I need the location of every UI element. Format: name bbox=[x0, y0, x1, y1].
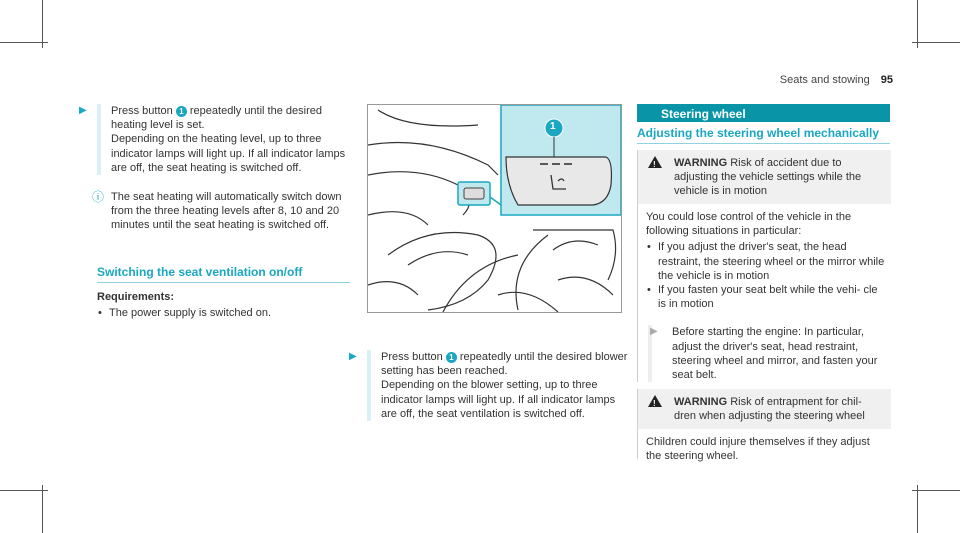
list-item: • If you adjust the driver's seat, the head restraint, the steering wheel or the mirror while the vehicle is in motion bbox=[646, 240, 885, 283]
play-arrow-icon: ▶ bbox=[349, 351, 357, 362]
warning-icon: ! bbox=[648, 395, 662, 407]
crop-mark bbox=[42, 485, 43, 533]
subtitle-adjust-steering: Adjusting the steering wheel mechanically bbox=[637, 126, 890, 144]
crop-mark bbox=[917, 0, 918, 48]
crop-mark bbox=[917, 485, 918, 533]
play-arrow-icon: ▶ bbox=[650, 326, 658, 338]
crop-mark bbox=[42, 0, 43, 48]
warning-title: WARNING bbox=[674, 396, 728, 408]
section-bar-steering-wheel: Steering wheel bbox=[637, 104, 890, 122]
warning-title: WARNING bbox=[674, 157, 728, 169]
warning-step: ▶ Before starting the engine: In particular, adjust the driver's seat, head restraint, steering wheel and mirror, and fasten your seat belt. bbox=[648, 325, 891, 382]
crop-mark bbox=[912, 42, 960, 43]
crop-mark bbox=[0, 42, 48, 43]
warning-header: ! WARNING Risk of entrapment for chil- dren when adjusting the steering wheel bbox=[638, 389, 891, 429]
warning-box-accident bbox=[637, 150, 891, 382]
warning-icon: ! bbox=[648, 156, 662, 168]
list-item: • If you fasten your seat belt while the vehi- cle is in motion bbox=[646, 283, 885, 311]
warning-header: ! WARNING Risk of accident due to adjusting the vehicle settings while the vehicle is in motion bbox=[638, 150, 891, 204]
page-number: 95 bbox=[880, 74, 893, 86]
button-1-marker: 1 bbox=[446, 352, 457, 363]
warning-body: Children could injure themselves if they adjust the steering wheel. bbox=[646, 436, 870, 463]
requirements bbox=[97, 290, 347, 320]
requirements-label: Requirements: bbox=[97, 291, 175, 303]
step-seat-heating: ▶ Press button 1 repeatedly until the desired heating level is set. Depending on the heating level, up to three indicator lamps will light up. If all indicator lamps are off, the seat heating is switched off. bbox=[97, 104, 357, 175]
section-title-ventilation: Switching the seat ventilation on/off bbox=[97, 265, 350, 283]
requirement-item: • The power supply is switched on. bbox=[97, 306, 347, 320]
header-title: Seats and stowing bbox=[779, 74, 870, 86]
crop-mark bbox=[912, 490, 960, 491]
info-icon: ⓘ bbox=[92, 190, 105, 204]
running-header bbox=[780, 74, 893, 86]
crop-mark bbox=[0, 490, 48, 491]
button-1-marker: 1 bbox=[176, 106, 187, 117]
step-seat-ventilation: ▶ Press button 1 repeatedly until the desired blower setting has been reached. Depending on the blower setting, up to three indicator lamps will light up. If all indicator lamps are off, the seat ventilation is switched off. bbox=[367, 350, 633, 421]
warning-body: You could lose control of the vehicle in the following situations in particular: • If you adjust the driver's seat, the head restraint, the steering wheel or the mirror while the vehicle is in motion • If you fasten your seat belt while the vehi- cle is in motion bbox=[638, 204, 891, 311]
seat-button-illustration bbox=[367, 104, 622, 313]
callout-1-label: 1 bbox=[550, 121, 556, 132]
warning-box-entrapment bbox=[637, 389, 891, 463]
play-arrow-icon: ▶ bbox=[79, 105, 87, 116]
note: ⓘ The seat heating will automatically switch down from the three heating levels after 8, 10 and 20 minutes until the seat heating is switched off. bbox=[92, 190, 342, 232]
